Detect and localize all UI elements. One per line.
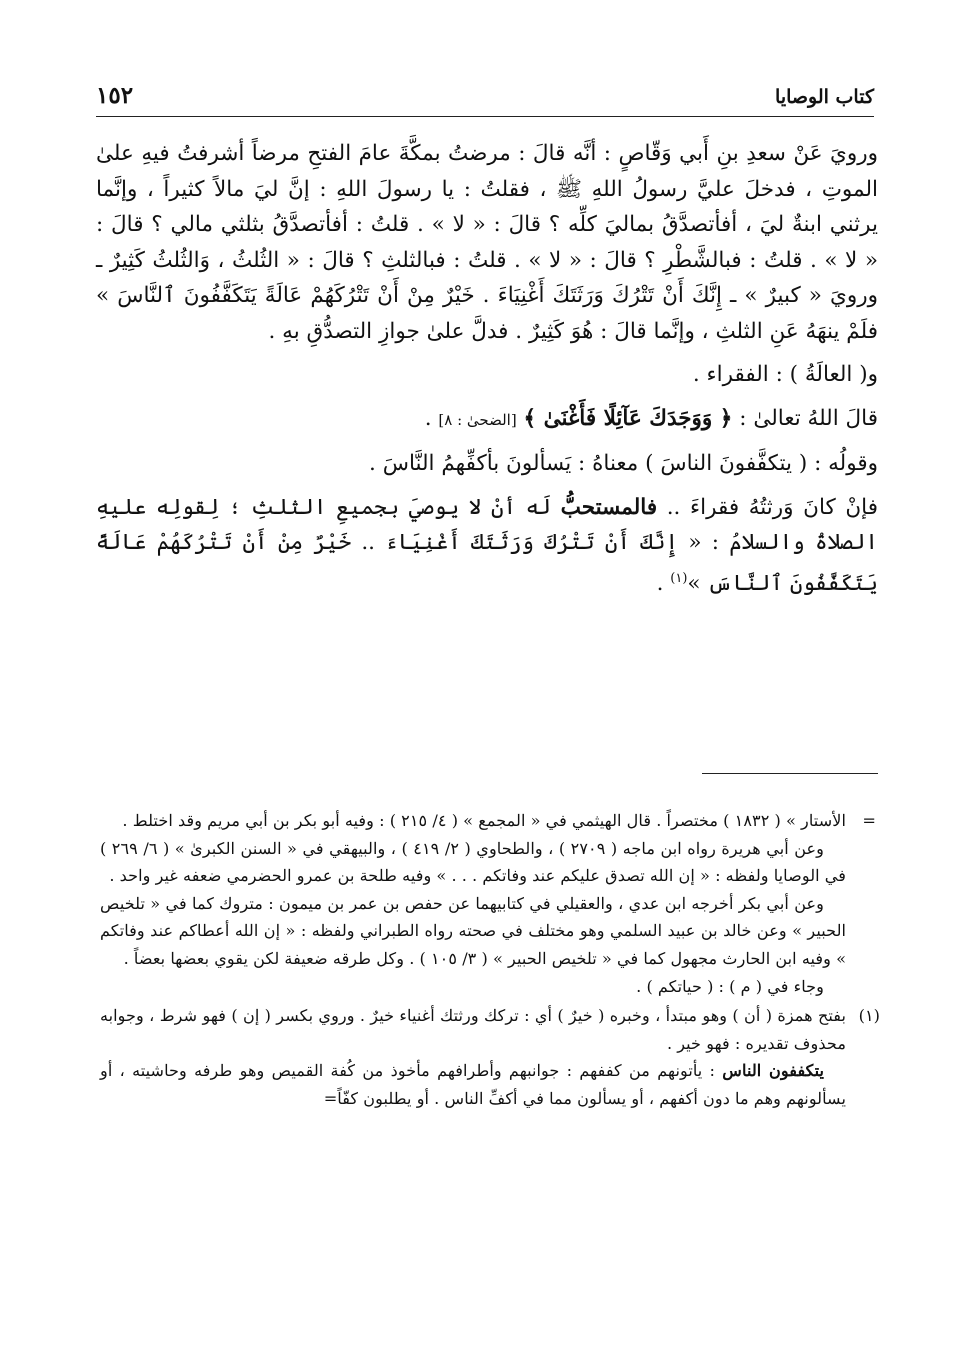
ruling-keyword: فالمستحبُّ — [560, 494, 658, 520]
page-number: ١٥٢ — [96, 82, 134, 109]
verse-end: . — [424, 405, 432, 431]
footnote-paragraph: وجاء في ( م ) : ( حياتكم ) . — [636, 976, 824, 996]
footnote-1-continued — [100, 1057, 846, 1112]
footnote-number: (١) — [858, 1006, 880, 1026]
continuation-mark: = — [862, 811, 876, 830]
ruling-start: فإنْ كانَ وَرثتُهُ فقراءَ .. — [657, 494, 878, 520]
footnote-paragraph: وعن أبي هريرة رواه ابن ماجه ( ٢٧٠٩ ) ، والطحاوي ( ٢/ ٤١٩ ) ، والبيهقي في « السنن الكبرىٰ » ( ٦/ ٢٦٩ ) في الوصايا ولفظه : « إن الله تصدق عليكم عند وفاتكم . . . » وفيه طلحة بن عمرو الحضرمي ضعفه غير واحد . — [100, 838, 846, 886]
continuation-text: الأستار » ( ١٨٣٢ ) مختصراً . قال الهيثمي في « المجمع » ( ٤/ ٢١٥ ) : وفيه أبو بكر بن أبي مريم وقد اختلط . — [122, 811, 846, 830]
footnote-term: يتكففون الناس — [722, 1061, 824, 1081]
main-text — [96, 136, 878, 601]
footnote-term-explanation: : يأتونهم من كففهم : جوانبهم وأطرافهم مأخوذ من كُفة القميص وهو طرفه وحاشيته ، أو يسألونهم وهم ما دون أكفهم ، أو يسألون مما في أكفِّ الناس . أو يطلبون كفّاً= — [100, 1061, 846, 1108]
verse-intro: قالَ اللهُ تعالىٰ : — [739, 405, 878, 431]
footnote-marker[interactable]: (١) — [670, 570, 688, 586]
paragraph-verse — [96, 401, 878, 439]
paragraph-meaning: وقولُه : ( يتكفَّفونَ الناسَ ) معناهُ : يَسألونَ بأكفِّهمُ النَّاسَ . — [369, 451, 878, 476]
footnote-1-text: بفتح همزة ( أن ) وهو مبتدأ ، وخبره ( خيرٌ ) أي : تركك ورثتك أغنياء خيرٌ . وروي بكسر ( إن ) فهو شرط ، وجوابه محذوف تقديره : فهو خير . — [100, 1006, 846, 1053]
footnote-continuation — [100, 807, 876, 835]
page-header — [96, 82, 874, 117]
verse-reference: [الضحىٰ : ٨] — [438, 410, 517, 429]
paragraph-definition: و( العالَةُ ) : الفقراء . — [692, 362, 878, 387]
paragraph-ruling — [96, 490, 878, 602]
footnote-divider — [702, 773, 878, 774]
ruling-rest: لَه أنْ لا يوصيَ بجميعِ الثلثِ ؛ لِقولِه عليهِ الصلاةُ والسلامُ : « إِنَّكَ أَنْ تَتْرُكَ وَرَثَتَكَ أَغْنِيَاءَ .. خَيْرٌ مِنْ أَنْ تَتْرُكَهُمْ عَالَةً يَتَكَفَّفُونَ ٱلنَّاسَ » — [96, 494, 878, 596]
footnote-paragraph: وعن أبي بكر أخرجه ابن عدي ، والعقيلي في كتابيهما عن حفص بن عمر بن ميمون : متروك كما في « تلخيص الحبير » وعن خالد بن عبيد السلمي وهو مختلف في صحته رواه الطبراني ولفظه : « إن الله أعطاكم عند وفاتكم » وفيه ابن الحارث مجهول كما في « تلخيص الحبير » ( ٣/ ١٠٥ ) . وكل طرقه ضعيفة لكن يقوي بعضها بعضاً . — [100, 893, 846, 968]
quran-verse: ﴿ وَوَجَدَكَ عَآئِلًا فَأَغْنَىٰ ﴾ — [523, 405, 733, 431]
ruling-end: . — [656, 570, 671, 596]
running-title: كتاب الوصايا — [775, 86, 874, 108]
paragraph-hadith: ورويَ عَنْ سعدِ بنِ أَبي وَقّاصٍ : أنَّه قالَ : مرضتُ بمكَّةَ عامَ الفتحِ مرضاً أشرفتُ فيهِ علىٰ الموتِ ، فدخلَ عليَّ رسولُ اللهِ ﷺ ، فقلتُ : يا رسولَ اللهِ : إنَّ ليَ مالاً كثيراً ، وإنَّما يرثني ابنةٌ ليَ ، أفأتصدَّقُ بماليَ كلِّه ؟ قالَ : « لا » . قلتُ : أفأتصدَّقُ بثلثي مالي ؟ قالَ : « لا » . قلتُ : فبالشَّطْرِ ؟ قالَ : « لا » . قلتُ : فبالثلثِ ؟ قالَ : « الثُلثُ ، وَالثُلثُ كَثِيرٌ ـ ورويَ « كبيرٌ » ـ إِنَّكَ أَنْ تَتْرُكَ وَرَثَتَكَ أَغْنِيَاءَ . خَيْرٌ مِنْ أَنْ تَتْرُكَهُمْ عَالَةً يَتَكَفَّفُونَ ٱلنَّاسَ » فلَمْ ينهَهُ عَنِ الثلثِ ، وإنَّما قالَ : هُوَ كَثِيرٌ . فدلَّ علىٰ جوازِ التصدُّقِ بهِ . — [96, 141, 878, 344]
footnotes — [100, 805, 880, 1113]
footnote-1 — [100, 1002, 880, 1057]
